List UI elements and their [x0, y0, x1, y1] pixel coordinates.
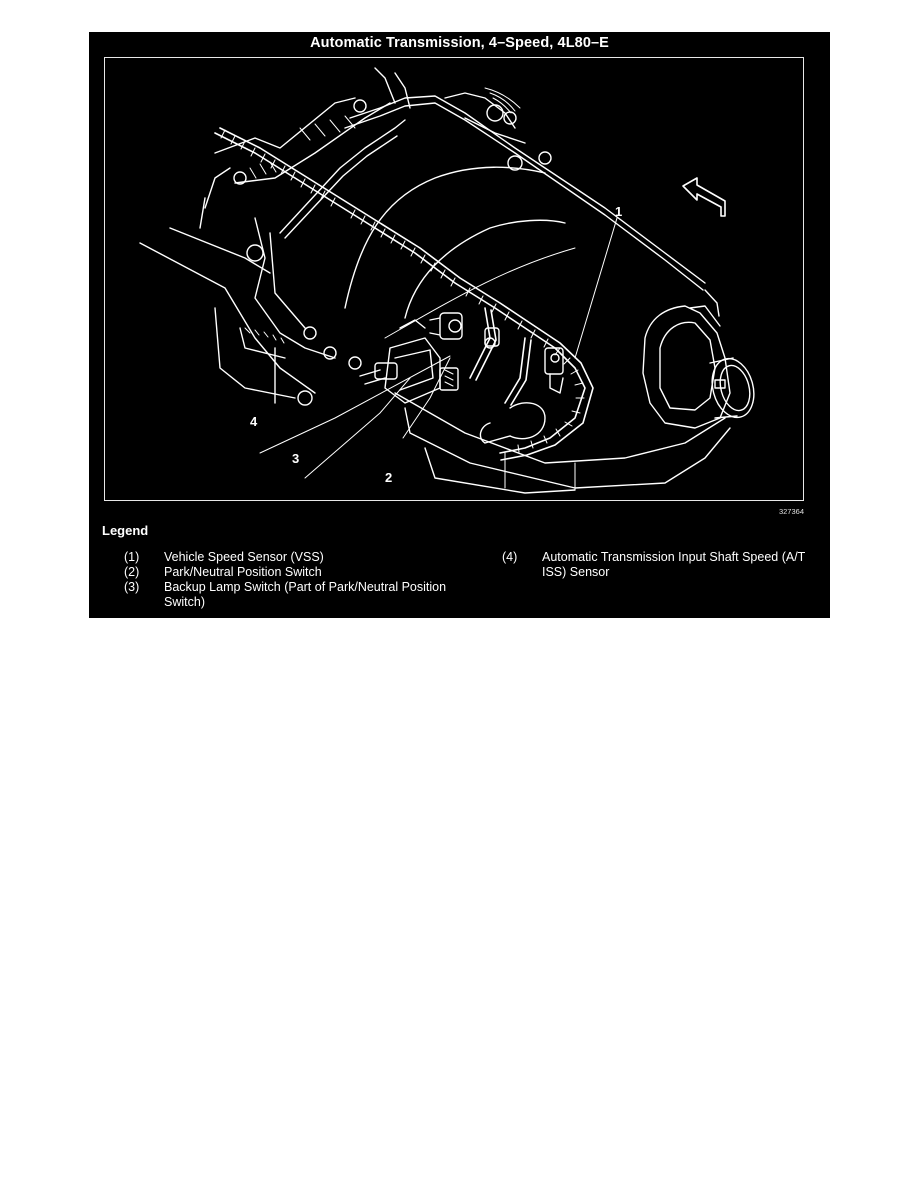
legend-item-number: (1)	[124, 550, 140, 564]
legend-column-left	[124, 550, 454, 610]
callout-4: 4	[250, 414, 258, 429]
transmission-line-drawing	[105, 58, 804, 501]
legend-item	[124, 550, 454, 565]
diagram-frame	[104, 57, 804, 501]
legend-item	[124, 565, 454, 580]
legend-item-text: Backup Lamp Switch (Part of Park/Neutral Position Switch)	[164, 580, 447, 609]
callout-3: 3	[292, 451, 300, 466]
front-arrow-icon	[683, 178, 725, 216]
figure-title: Automatic Transmission, 4–Speed, 4L80–E	[310, 35, 609, 51]
legend-title: Legend	[102, 523, 149, 538]
legend-item-number: (3)	[124, 580, 140, 594]
legend-column-right	[502, 550, 822, 580]
legend-item-number: (2)	[124, 565, 140, 579]
legend-item-text: Park/Neutral Position Switch	[164, 565, 322, 579]
callout-1: 1	[615, 204, 623, 219]
callout-2: 2	[385, 470, 393, 485]
legend-item-text: Automatic Transmission Input Shaft Speed (A/T ISS) Sensor	[542, 550, 806, 579]
legend-item	[502, 550, 822, 580]
legend-item-number: (4)	[502, 550, 518, 564]
figure-id: 327364	[778, 507, 804, 516]
transmission-figure	[89, 32, 830, 618]
legend-item	[124, 580, 454, 610]
legend-item-text: Vehicle Speed Sensor (VSS)	[164, 550, 324, 564]
